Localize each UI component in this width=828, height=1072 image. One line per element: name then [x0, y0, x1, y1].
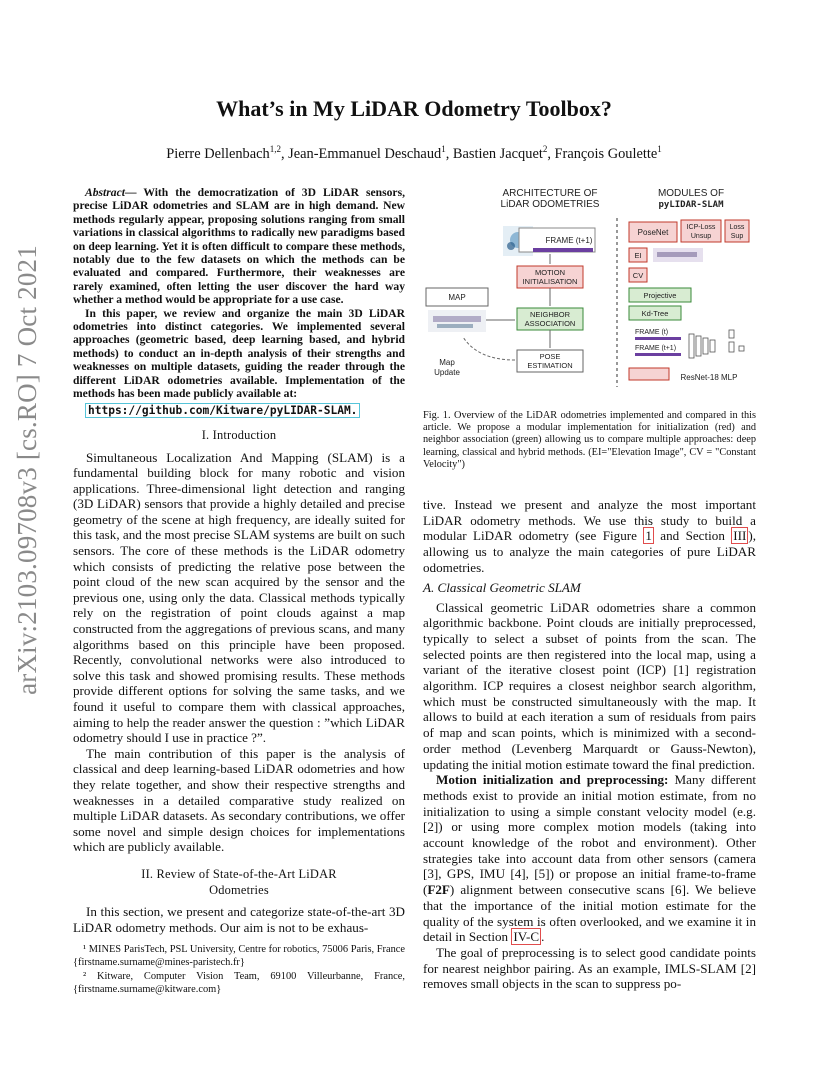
text-run: ) alignment between consecutive scans [6]. We believe that the importance of the initial motion estimate for the quality of the system is often overlooked, and we examine it in detail in Section: [423, 882, 756, 945]
posenet-label: PoseNet: [637, 228, 669, 237]
loss-label: Loss: [729, 224, 745, 231]
repository-link[interactable]: https://github.com/Kitware/pyLIDAR-SLAM.: [85, 403, 360, 418]
network-block: [629, 368, 669, 380]
paragraph: The main contribution of this paper is the analysis of classical and deep learning-based LiDAR odometries and how they relate together, and show their respective strengths and weaknesses in a detailed comparative study realized on multiple LiDAR datasets. As secondary contributions, we offer some novel and simple design choices for implementations which are publicly available.: [73, 745, 405, 855]
frame-t-label: FRAME (t): [635, 329, 669, 336]
figure-heading: ARCHITECTURE OF: [502, 188, 598, 199]
architecture-figure: [423, 182, 756, 398]
figure-caption: Fig. 1. Overview of the LiDAR odometries implemented and compared in this article. We propose a modular implementation for initialization (red) and neighbor association (green) allowing us to compare multiple approaches: deep learning, classical and hybrid methods. (EI="Elevation Image", CV = "Constant Velocity"): [423, 410, 756, 470]
figure-heading: pyLIDAR-SLAM: [658, 200, 724, 210]
section-ref-link[interactable]: III: [733, 528, 747, 544]
paragraph: [423, 497, 756, 576]
frame-t1b-label: FRAME (t+1): [635, 345, 677, 352]
pose-label: POSE: [539, 352, 561, 361]
abstract: [73, 186, 405, 418]
figure-heading: MODULES OF: [657, 188, 725, 199]
figure-ref-link[interactable]: 1: [645, 528, 652, 544]
cv-label: CV: [632, 271, 644, 280]
motion-init-label: MOTION: [535, 268, 565, 277]
left-column: [73, 186, 405, 935]
author-name: François Goulette: [554, 145, 658, 162]
bold-term: F2F: [427, 882, 450, 898]
paragraph: The goal of preprocessing is to select good candidate points for nearest neighbor pairing. As an example, IMLS-SLAM [2] removes small objects in the scan to suppress po-: [423, 944, 756, 992]
scan-strip: [635, 337, 681, 340]
author-affiliation: 2: [542, 144, 548, 154]
neighbor-label: ASSOCIATION: [524, 319, 576, 328]
paragraph: In this section, we present and categorize state-of-the-art 3D LiDAR odometry methods. Our aim is not to be exhaus-: [73, 904, 405, 935]
author-name: Jean-Emmanuel Deschaud: [288, 145, 442, 162]
paragraph: [423, 772, 756, 945]
paper-title: What’s in My LiDAR Odometry Toolbox?: [216, 96, 612, 121]
ei-label: EI: [634, 251, 642, 260]
footnote: ¹ MINES ParisTech, PSL University, Centre for robotics, 75006 Paris, France {firstname.surname@mines-paristech.fr}: [73, 944, 405, 968]
text-run: ), allowing us to analyze the main categories of pure LiDAR odometries.: [423, 528, 756, 575]
text-run: and Section: [653, 528, 732, 544]
author-affiliation: 1: [657, 144, 662, 154]
map-update-arrow: [463, 337, 515, 360]
elevation-image-icon: [653, 248, 703, 262]
author-name: Pierre Dellenbach: [166, 145, 270, 162]
section-heading: I. Introduction: [201, 427, 277, 442]
frame-t1-label: FRAME (t+1): [545, 236, 593, 245]
section-heading-line: II. Review of State-of-the-Art LiDAR: [141, 866, 337, 881]
author-name: Bastien Jacquet: [452, 145, 543, 162]
section-ref-link[interactable]: IV-C: [513, 929, 540, 945]
right-column-text: [423, 497, 756, 992]
neighbor-label: NEIGHBOR: [529, 310, 571, 319]
motion-init-label: INITIALISATION: [522, 277, 578, 286]
author-affiliation: 1: [441, 144, 446, 154]
scan-strip: [533, 248, 593, 252]
paragraph: Classical geometric LiDAR odometries share a common algorithmic backbone. Point clouds are initially preprocessed, typically to select a subset of points from the scan. The selected points are then registered into the local map, using a variant of the iterative closest point (ICP) [1] registration algorithm. ICP requires a closest neighbor search algorithm, which must be constructed simultaneously with the map. It allows to build at each iteration a sum of residuals from pairs of map and scan points, which is minimized with a second-order method (Levenberg Marquardt or Gauss-Newton), updating the initial motion estimate toward the final prediction.: [423, 599, 756, 772]
projective-label: Projective: [643, 291, 677, 300]
pose-label: ESTIMATION: [527, 361, 573, 370]
text-run: tive. Instead we present and analyze the most important LiDAR odometry methods. We use this study to build a modular LiDAR odometry (see Figure: [423, 497, 756, 544]
introduction: [73, 428, 405, 935]
text-run: .: [541, 929, 545, 945]
icp-loss-label: ICP-Loss: [686, 224, 716, 231]
map-update-label: Update: [434, 368, 460, 377]
resnet-label: ResNet-18 MLP: [680, 373, 738, 382]
author-list: Pierre Dellenbach$^{1,2}$, Jean-Emmanuel Deschaud$^1$, Bastien Jacquet$^2$, François Goulette$^1$: [166, 144, 662, 162]
footnote: ² Kitware, Computer Vision Team, 69100 Villeurbanne, France, {firstname.surname@kitware.com}: [73, 971, 405, 995]
abstract-paragraph: In this paper, we review and organize the main 3D LiDAR odometries into distinct categories. We implemented several approaches (geometric based, deep learning based, and hybrid methods) to conduct an in-depth analysis of their strengths and weaknesses on multiple datasets, guiding the reader through the different LiDAR odometries available. Implementation of the methods has been made publicly available at:: [73, 306, 405, 401]
kdtree-label: Kd-Tree: [641, 309, 669, 318]
bold-lead: Motion initialization and preprocessing:: [436, 772, 669, 788]
figure-heading: LiDAR ODOMETRIES: [500, 199, 600, 210]
map-update-label: Map: [439, 358, 455, 367]
network-icon: [689, 330, 744, 358]
section-heading: [73, 867, 405, 898]
map-point-cloud-icon: [428, 310, 486, 332]
map-label: MAP: [448, 293, 466, 302]
author-affiliation: 1,2: [269, 144, 281, 154]
icp-loss-label: Unsup: [690, 233, 712, 240]
scan-strip: [635, 353, 681, 356]
arxiv-stamp: arXiv:2103.09708v3 [cs.RO] 7 Oct 2021: [12, 245, 42, 695]
paragraph: Simultaneous Localization And Mapping (SLAM) is a fundamental building block for many robotic and vision applications. Three-dimensional light detection and ranging (3D LiDAR) sensors that provide a highly detailed and precise geometry of the scene at high frequency, are ideally suited for this task, and the most precise SLAM systems are built on such sensors. The core of these methods is the LiDAR odometry which consists of predicting the relative pose between the point cloud of the new scan acquired by the sensor and the previous one, using only the data. Classical methods typically rely on the registration of point clouds against a map constructed from the aggregations of previous scans, and many algorithms based on this principle have been proposed. Recently, convolutional networks were also introduced to solve this task and showed promising results. These methods provide different options for solving the same tasks, and we found it useful to compare them with classical approaches, aiming to help the reader answer the question : ”which LiDAR odometry should I use in practice ?”.: [73, 449, 405, 746]
abstract-label: Abstract—: [85, 186, 137, 199]
subsection-heading: A. Classical Geometric SLAM: [423, 579, 581, 595]
footnotes: [73, 944, 405, 998]
abstract-paragraph: With the democratization of 3D LiDAR sensors, precise LiDAR odometries and SLAM are in high demand. New methods regularly appear, proposing solutions ranging from small variations in classical algorithms to radically new paradigms based on deep learning. Yet it is often difficult to compare these methods, notably due to the few datasets on which the methods can be evaluated and compared. Furthermore, their weaknesses are rarely examined, often letting the user discover the hard way whether a method would be appropriate for a use case.: [73, 186, 405, 307]
section-heading-line: Odometries: [209, 882, 269, 897]
text-run: Many different methods exist to provide an initial motion estimate, from no initialization to using a simple constant velocity model (e.g. [2]) or using more complex motion models (taking into account knowledge of the robot and environment). Other strategies take into account data from other sensors (camera [3], GPS, IMU [4], [5]) or propose an initial frame-to-frame (: [423, 772, 756, 898]
loss-label: Sup: [730, 233, 744, 240]
